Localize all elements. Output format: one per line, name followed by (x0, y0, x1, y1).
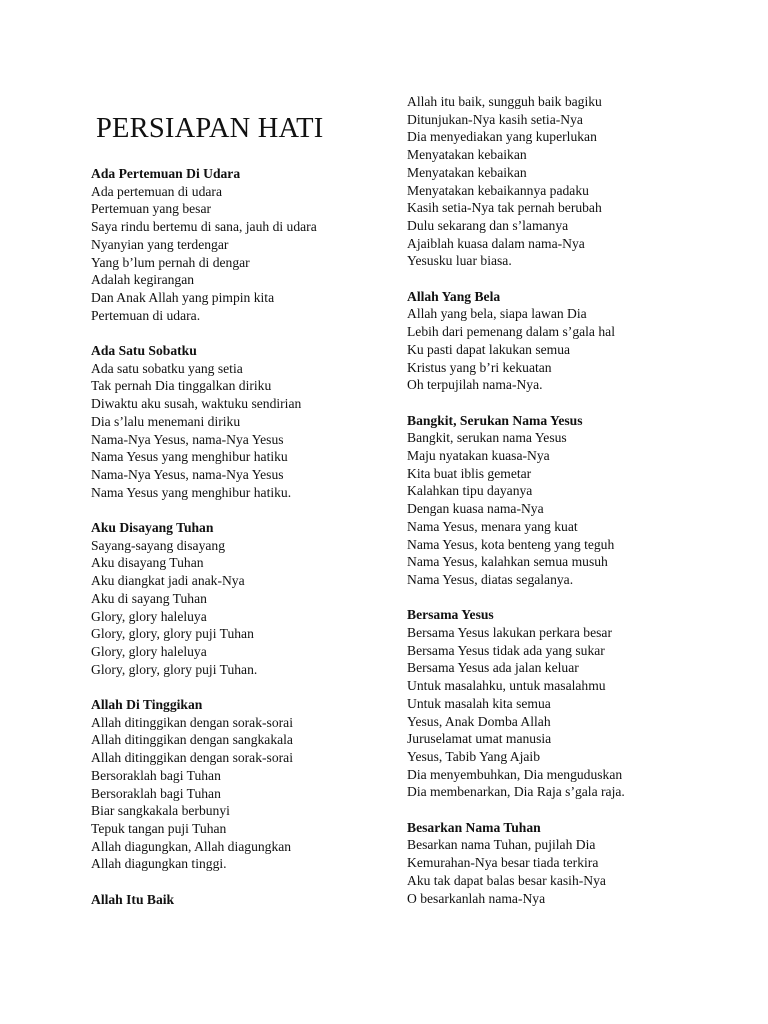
lyric-line: Lebih dari pemenang dalam s’gala hal (407, 324, 615, 340)
lyric-line: Aku diangkat jadi anak-Nya (91, 573, 245, 589)
lyric-line: Bersoraklah bagi Tuhan (91, 785, 221, 801)
lyric-line: Adalah kegirangan (91, 272, 195, 288)
lyric-line: Diwaktu aku susah, waktuku sendirian (91, 396, 302, 412)
lyric-line: Dia s’lalu menemani diriku (91, 413, 241, 429)
lyric-line: Kristus yang b’ri kekuatan (407, 359, 552, 375)
left-column (91, 165, 381, 926)
lyric-line: Nama Yesus, kota benteng yang teguh (407, 536, 615, 552)
lyric-line: Allah yang bela, siapa lawan Dia (407, 306, 587, 322)
lyric-line: Ditunjukan-Nya kasih setia-Nya (407, 111, 583, 127)
lyric-line: Allah diagungkan tinggi. (91, 856, 227, 872)
lyric-line: Glory, glory haleluya (91, 608, 207, 624)
song-title: Aku Disayang Tuhan (91, 520, 214, 536)
lyric-line: Besarkan nama Tuhan, pujilah Dia (407, 837, 596, 853)
lyric-line: Pertemuan di udara. (91, 307, 201, 323)
lyric-line: Saya rindu bertemu di sana, jauh di udara (91, 219, 317, 235)
lyric-line: Kalahkan tipu dayanya (407, 483, 533, 499)
song-title: Besarkan Nama Tuhan (407, 819, 541, 835)
song-block (91, 696, 381, 873)
lyric-line: Tak pernah Dia tinggalkan diriku (91, 378, 272, 394)
lyric-line: Nama Yesus yang menghibur hatiku (91, 449, 288, 465)
song-title: Allah Yang Bela (407, 288, 501, 304)
lyric-line: Juruselamat umat manusia (407, 731, 552, 747)
song-title: Bersama Yesus (407, 607, 494, 623)
right-column (407, 93, 707, 925)
lyric-line: Nama-Nya Yesus, nama-Nya Yesus (91, 431, 284, 447)
lyric-line: Nyanyian yang terdengar (91, 236, 229, 252)
lyric-line: Nama Yesus, menara yang kuat (407, 518, 578, 534)
lyric-line: Menyatakan kebaikan (407, 147, 527, 163)
song-block (91, 165, 381, 324)
lyric-line: Allah diagungkan, Allah diagungkan (91, 838, 292, 854)
lyric-line: Ada pertemuan di udara (91, 183, 222, 199)
lyric-line: Bangkit, serukan nama Yesus (407, 430, 567, 446)
page-title: PERSIAPAN HATI (96, 113, 324, 144)
lyric-line: Kita buat iblis gemetar (407, 465, 532, 481)
lyric-line: Nama-Nya Yesus, nama-Nya Yesus (91, 466, 284, 482)
lyric-line: Oh terpujilah nama-Nya. (407, 377, 543, 393)
lyric-line: Tepuk tangan puji Tuhan (91, 820, 227, 836)
lyric-line: Sayang-sayang disayang (91, 537, 226, 553)
lyric-line: Nama Yesus, diatas segalanya. (407, 571, 574, 587)
lyric-line: Allah ditinggikan dengan sangkakala (91, 732, 293, 748)
song-title: Allah Di Tinggikan (91, 697, 203, 713)
lyric-line: Yesus, Anak Domba Allah (407, 713, 551, 729)
lyric-line: Kasih setia-Nya tak pernah berubah (407, 200, 602, 216)
lyric-line: Ada satu sobatku yang setia (91, 360, 243, 376)
lyric-line: Aku disayang Tuhan (91, 555, 204, 571)
song-title: Ada Pertemuan Di Udara (91, 166, 241, 181)
lyric-line: Aku tak dapat balas besar kasih-Nya (407, 872, 606, 888)
song-block (407, 93, 707, 270)
lyric-line: Bersama Yesus tidak ada yang sukar (407, 642, 605, 658)
song-block (91, 519, 381, 678)
lyric-line: Allah ditinggikan dengan sorak-sorai (91, 750, 293, 766)
lyric-line: Ku pasti dapat lakukan semua (407, 341, 571, 357)
lyric-line: Menyatakan kebaikan (407, 164, 527, 180)
lyric-line: Yesusku luar biasa. (407, 253, 512, 269)
lyric-line: Yang b’lum pernah di dengar (91, 254, 250, 270)
lyric-line: Kemurahan-Nya besar tiada terkira (407, 855, 599, 871)
lyric-line: Untuk masalah kita semua (407, 695, 551, 711)
lyric-line: Bersoraklah bagi Tuhan (91, 767, 221, 783)
song-block (91, 342, 381, 501)
song-block (407, 412, 707, 589)
lyric-line: Bersama Yesus lakukan perkara besar (407, 625, 612, 641)
lyric-line: Nama Yesus yang menghibur hatiku. (91, 484, 292, 500)
lyric-line: Yesus, Tabib Yang Ajaib (407, 748, 541, 764)
song-title: Bangkit, Serukan Nama Yesus (407, 412, 583, 428)
lyric-line: Biar sangkakala berbunyi (91, 803, 230, 819)
lyric-line: Untuk masalahku, untuk masalahmu (407, 678, 606, 694)
lyric-line: Pertemuan yang besar (91, 201, 212, 217)
lyric-line: Maju nyatakan kuasa-Nya (407, 448, 550, 464)
song-block (407, 819, 707, 908)
lyric-line: Glory, glory haleluya (91, 643, 207, 659)
lyric-line: Glory, glory, glory puji Tuhan (91, 626, 254, 642)
lyric-line: Nama Yesus, kalahkan semua musuh (407, 554, 608, 570)
song-block (407, 288, 707, 394)
lyric-line: Bersama Yesus ada jalan keluar (407, 660, 579, 676)
song-title: Ada Satu Sobatku (91, 343, 197, 359)
lyric-line: Glory, glory, glory puji Tuhan. (91, 661, 258, 677)
lyric-line: Allah itu baik, sungguh baik bagiku (407, 94, 602, 109)
lyric-line: Allah ditinggikan dengan sorak-sorai (91, 714, 293, 730)
lyric-line: Dia membenarkan, Dia Raja s’gala raja. (407, 784, 625, 800)
song-block (91, 891, 381, 909)
lyric-line: Dulu sekarang dan s’lamanya (407, 217, 569, 233)
lyric-line: O besarkanlah nama-Nya (407, 890, 546, 906)
lyric-line: Dia menyediakan yang kuperlukan (407, 129, 597, 145)
song-block (407, 606, 707, 801)
song-title: Allah Itu Baik (91, 891, 175, 907)
lyric-line: Dan Anak Allah yang pimpin kita (91, 289, 275, 305)
lyric-line: Menyatakan kebaikannya padaku (407, 182, 589, 198)
lyric-line: Dengan kuasa nama-Nya (407, 501, 544, 517)
lyric-line: Aku di sayang Tuhan (91, 590, 207, 606)
lyric-line: Dia menyembuhkan, Dia menguduskan (407, 766, 623, 782)
lyric-line: Ajaiblah kuasa dalam nama-Nya (407, 235, 585, 251)
